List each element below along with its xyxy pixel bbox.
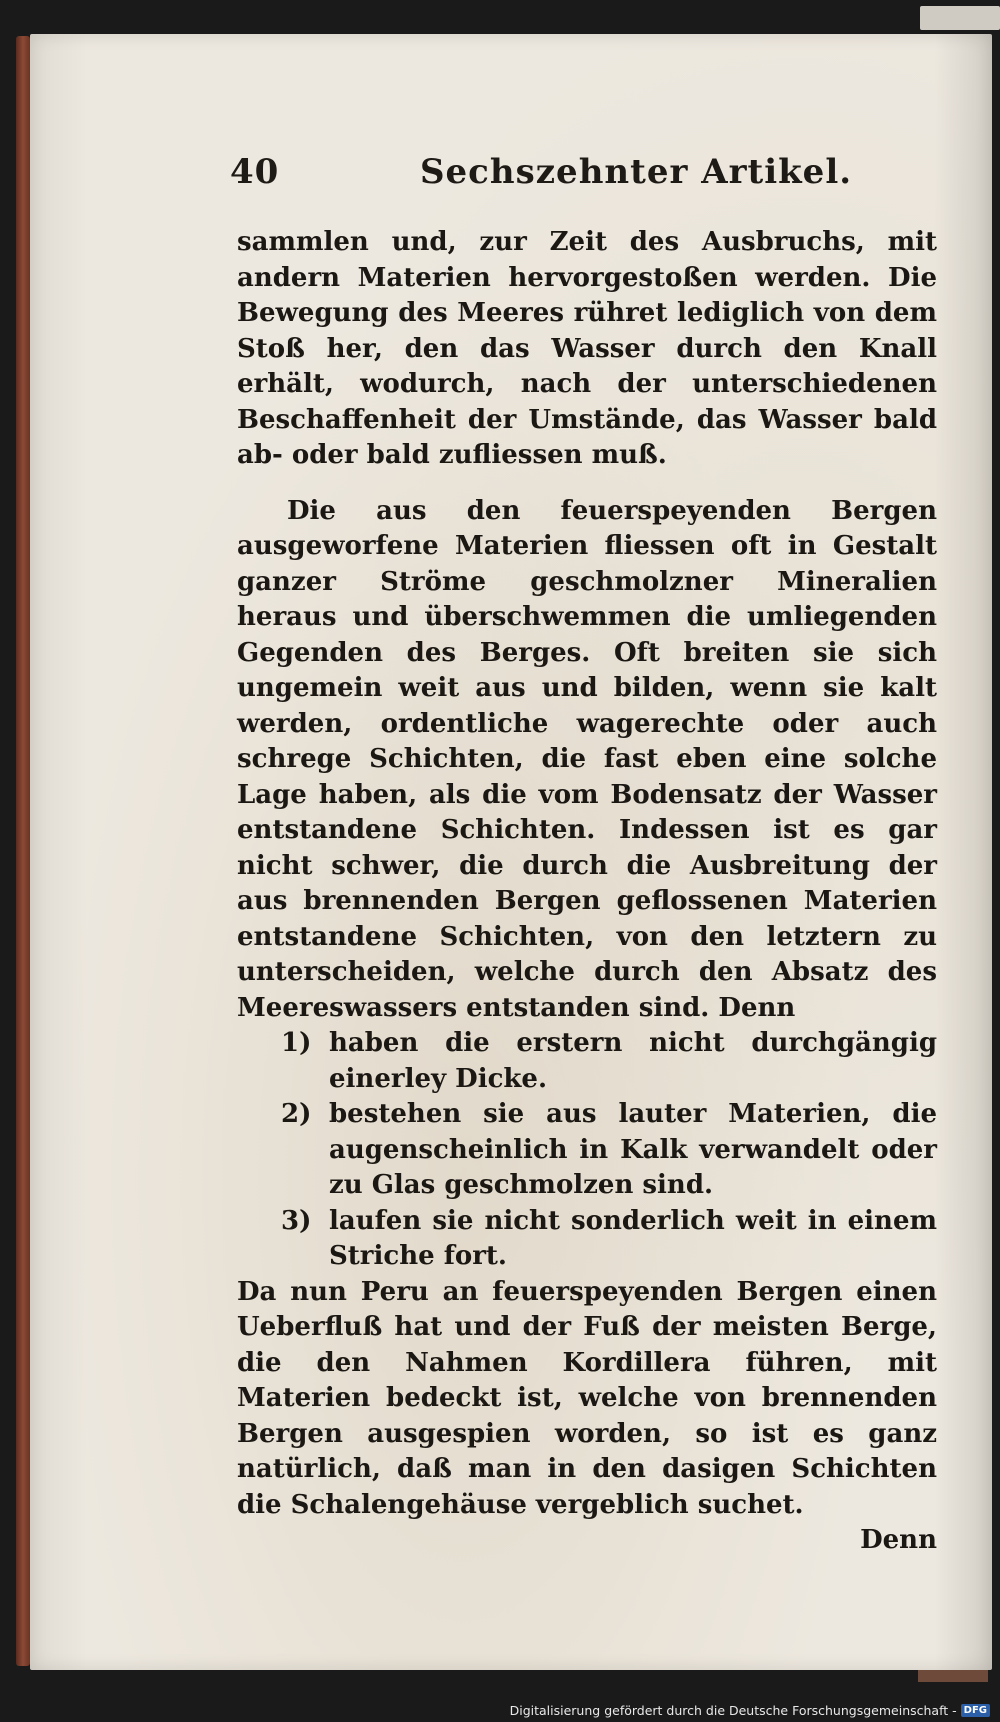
footer-text: Digitalisierung gefördert durch die Deutsche Forschungsgemeinschaft - bbox=[509, 1703, 957, 1718]
list-item bbox=[237, 1097, 937, 1204]
page-body bbox=[237, 225, 937, 1559]
catchword: Denn bbox=[860, 1525, 937, 1555]
running-head: Sechszehnter Artikel. bbox=[420, 152, 853, 192]
page-tab bbox=[920, 6, 1000, 30]
list-text: laufen sie nicht sonderlich weit in einem Striche fort. bbox=[329, 1205, 937, 1271]
list-item bbox=[237, 1204, 937, 1275]
book-edge bbox=[16, 36, 30, 1666]
list-item bbox=[237, 1026, 937, 1097]
digitization-footer bbox=[510, 1703, 990, 1718]
list-text: haben die erstern nicht durchgängig einerley Dicke. bbox=[329, 1028, 937, 1094]
dfg-logo: DFG bbox=[961, 1704, 990, 1717]
list-number: 2) bbox=[281, 1099, 312, 1129]
list-number: 1) bbox=[281, 1028, 312, 1058]
list-text: bestehen sie aus lauter Materien, die augenscheinlich in Kalk verwandelt oder zu Glas geschmolzen sind. bbox=[329, 1099, 937, 1200]
list-number: 3) bbox=[281, 1205, 312, 1236]
paragraph-1: sammlen und, zur Zeit des Ausbruchs, mit andern Materien hervorgestoßen werden. Die Bewegung des Meeres rühret lediglich von dem Stoß her, den das Wasser durch den Knall erhält, wodurch, nach der unterschiedenen Beschaffenheit der Umstände, das Wasser bald ab- oder bald zufliessen muß. bbox=[237, 227, 937, 470]
page-number: 40 bbox=[230, 152, 280, 192]
paragraph-gap bbox=[237, 474, 937, 494]
page-header bbox=[230, 152, 950, 202]
paragraph-2: Die aus den feuerspeyenden Bergen ausgeworfene Materien fliessen oft in Gestalt ganzer Ströme geschmolzner Mineralien heraus und überschwemmen die umliegenden Gegenden des Berges. Oft breiten sie sich ungemein weit aus und bilden, wenn sie kalt werden, ordentliche wagerechte oder auch schrege Schichten, die fast eben eine solche Lage haben, als die vom Bodensatz der Wasser entstandene Schichten. Indessen ist es gar nicht schwer, die durch die Ausbreitung der aus brennenden Bergen geflossenen Materien entstandene Schichten, von den letztern zu unterscheiden, welche durch den Absatz des Meereswassers entstanden sind. Denn bbox=[237, 495, 937, 1023]
paragraph-3: Da nun Peru an feuerspeyenden Bergen einen Ueberfluß hat und der Fuß der meisten Berge, die den Nahmen Kordillera führen, mit Materien bedeckt ist, welche von brennenden Bergen ausgespien worden, so ist es ganz natürlich, daß man in den dasigen Schichten die Schalengehäuse vergeblich suchet. bbox=[237, 1276, 937, 1520]
